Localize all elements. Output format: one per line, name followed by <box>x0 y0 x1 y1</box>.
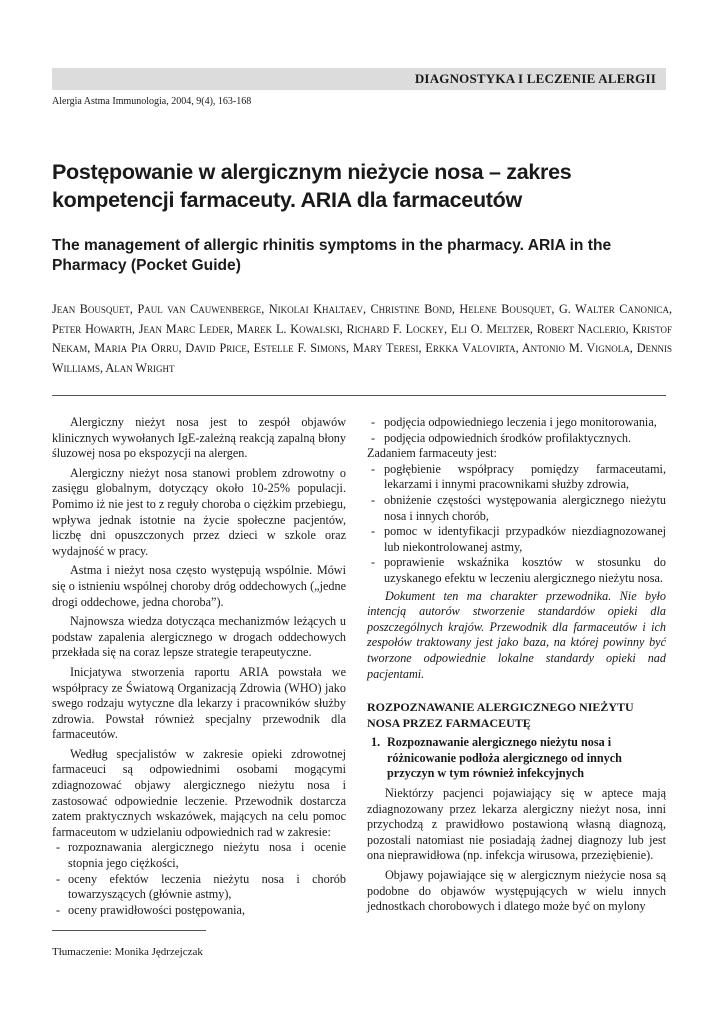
advice-list <box>52 840 346 918</box>
paragraph: Inicjatywa stworzenia raportu ARIA powstała we współpracy ze Światową Organizacją Zdrowia (WHO) jako swego rodzaju wytyczne dla lekarzy i pracowników służby zdrowia. Powstał również specjalny przewodnik dla farmaceutów. <box>52 664 346 742</box>
paragraph: Najnowsza wiedza dotycząca mechanizmów leżących u podstaw zapalenia alergicznego w drogach oddechowych przekłada się na coraz lepsze strategie terapeutyczne. <box>52 614 346 660</box>
paragraph: Objawy pojawiające się w alergicznym nieżycie nosa są podobne do objawów występujących w wielu innych jednostkach chorobowych i dlatego może być on mylony <box>367 868 666 914</box>
subheading-title: Rozpoznawanie alergicznego nieżytu nosa i różnicowanie podłoża alergicznego od innych przyczyn w tym również infekcyjnych <box>387 735 622 781</box>
footnote-divider <box>52 930 206 931</box>
advice-list-continued <box>367 415 666 446</box>
tasks-intro: Zadaniem farmaceuty jest: <box>367 446 497 461</box>
translator-footnote: Tłumaczenie: Monika Jędrzejczak <box>52 946 203 958</box>
journal-citation: Alergia Astma Immunologia, 2004, 9(4), 163-168 <box>52 96 252 107</box>
paragraph: Niektórzy pacjenci pojawiający się w aptece mają zdiagnozowany przez lekarza alergiczny nieżyt nosa, inni przychodzą z prawidłowo postawioną własną diagnozą, pozostali natomiast nie posiadają żadnej diagnozy lub jest ona nieprawidłowa (np. infekcja wirusowa, przeziębienie). <box>367 786 666 863</box>
header-divider <box>52 395 666 396</box>
list-item: - podjęcia odpowiedniego leczenia i jego monitorowania, <box>371 415 666 431</box>
list-item: - poprawienie wskaźnika kosztów w stosunku do uzyskanego efektu w leczeniu alergicznego nieżytu nosa. <box>371 555 666 586</box>
paragraph: Astma i nieżyt nosa często występują wspólnie. Mówi się o istnieniu wspólnej choroby dróg oddechowych („jedne drogi oddechowe, jedna choroba”). <box>52 563 346 609</box>
paragraph: Według specjalistów w zakresie opieki zdrowotnej farmaceuci są odpowiednimi osobami mogącymi zdiagnozować objawy alergicznego nieżytu nosa i zastosować odpowiednie leczenie. Przewodnik dostarcza zatem praktycznych wskazówek, mających na celu pomoc farmaceutom w udzielaniu odpowiednich rad w zakresie: <box>52 746 346 839</box>
list-item: - oceny efektów leczenia nieżytu nosa i chorób towarzyszących (głównie astmy), <box>56 872 346 903</box>
list-item: - pomoc w identyfikacji przypadków niezdiagnozowanej lub niekontrolowanej astmy, <box>371 524 666 555</box>
paragraph: Alergiczny nieżyt nosa stanowi problem zdrowotny o zasięgu globalnym, dotyczący około 10-25% populacji. Pomimo iż nie jest to z reguły choroba o ciężkim przebiegu, wpływa jednak istotnie na życie społeczne pacjentów, liczbę dni opuszczonych przez dzieci w szkole oraz wydajność w pracy. <box>52 465 346 558</box>
guide-note: Dokument ten ma charakter przewodnika. Nie było intencją autorów stworzenie standardów opieki dla poszczególnych krajów. Przewodnik dla farmaceutów i ich zespołów traktowany jest jako baza, na której powinny być tworzone odpowiednie lokalne standardy opieki nad pacjentami. <box>367 588 666 681</box>
section-heading: ROZPOZNAWANIE ALERGICZNEGO NIEŻYTU NOSA PRZEZ FARMACEUTĘ <box>367 700 634 730</box>
list-item: - rozpoznawania alergicznego nieżytu nosa i ocenie stopnia jego ciężkości, <box>56 840 346 871</box>
list-item: - obniżenie częstości występowania alergicznego nieżytu nosa i innych chorób, <box>371 493 666 524</box>
list-item: - oceny prawidłowości postępowania, <box>56 903 346 919</box>
article-title-english: The management of allergic rhinitis symptoms in the pharmacy. ARIA in the Pharmacy (Pocket Guide) <box>52 237 612 274</box>
author-list: Jean Bousquet, Paul van Cauwenberge, Nikolai Khaltaev, Christine Bond, Helene Bousquet, G. Walter Canonica, Peter Howarth, Jean Marc Leder, Marek L. Kowalski, Richard F. Lockey, Eli O. Meltzer, Robert Naclerio, Kristof Nekam, Maria Pia Orru, David Price, Estelle F. Simons, Mary Teresi, Erkka Valovirta, Antonio M. Vignola, Dennis Williams, Alan Wright <box>52 302 672 375</box>
paragraph: Alergiczny nieżyt nosa jest to zespół objawów klinicznych wywołanych IgE-zależną reakcją zapalną błony śluzowej nosa po ekspozycji na alergen. <box>52 415 346 461</box>
article-title-polish: Postępowanie w alergicznym nieżycie nosa – zakres kompetencji farmaceuty. ARIA dla farmaceutów <box>52 160 572 212</box>
tasks-list <box>367 462 666 587</box>
list-item: - podjęcia odpowiednich środków profilaktycznych. <box>371 431 666 447</box>
list-item: - pogłębienie współpracy pomiędzy farmaceutami, lekarzami i innymi pracownikami służby zdrowia, <box>371 462 666 493</box>
section-header-bar <box>52 68 666 90</box>
section-label: DIAGNOSTYKA I LECZENIE ALERGII <box>414 71 656 86</box>
left-column <box>52 415 346 918</box>
numbered-subheading <box>367 735 666 782</box>
right-column <box>367 415 666 919</box>
subheading-number: 1. <box>371 735 381 750</box>
